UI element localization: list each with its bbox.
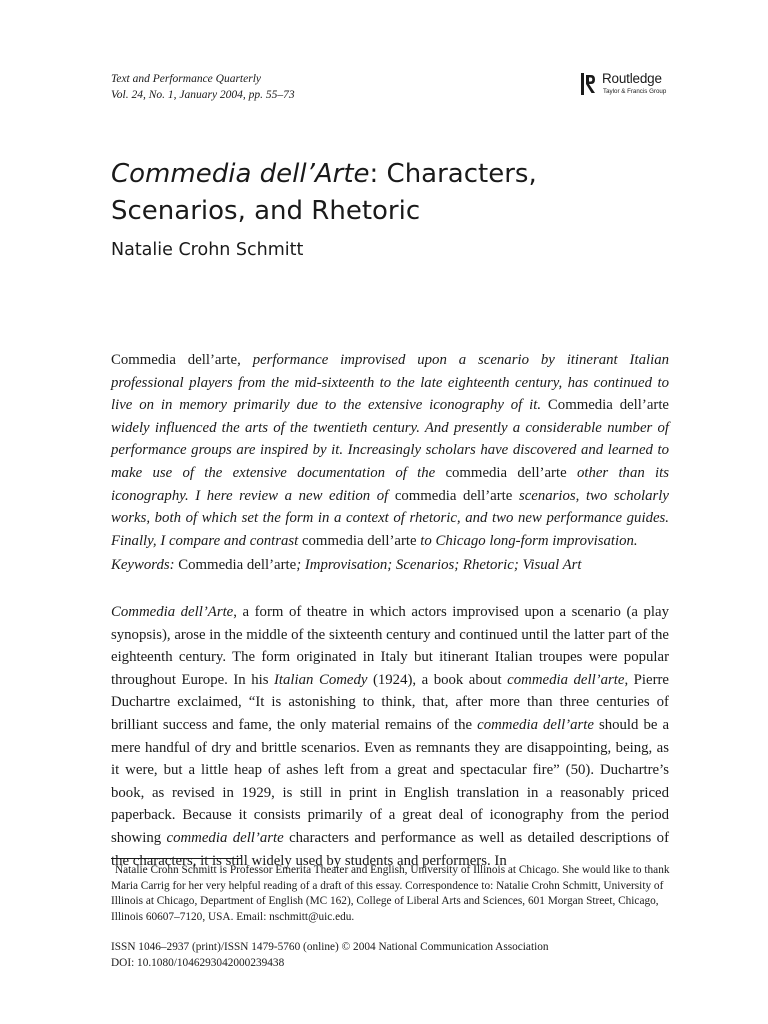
body-paragraph: [111, 601, 669, 872]
body-text-run: characters and performance as well as detailed descriptions of the characters, it is still widely used by students and performers. In: [111, 829, 669, 869]
keywords: [111, 554, 669, 576]
routledge-r-logo-icon: [581, 73, 596, 95]
abstract: [111, 349, 669, 552]
article-title-italic: Commedia dell’Arte: [111, 159, 370, 189]
body-text-run: Italian Comedy: [274, 671, 368, 688]
abstract-paragraph: [111, 349, 669, 552]
journal-citation: Vol. 24, No. 1, January 2004, pp. 55–73: [111, 89, 295, 101]
abstract-text-run: widely influenced the arts of the twentieth century. And presently a considerable number of performance groups are inspired by it. Increasingly scholars have discovered and learned to make use of the extensive documentation of the: [111, 419, 669, 481]
abstract-text-run: scenarios, two scholarly works, both of which set the form in a context of rhetoric, and two new performance guides. Finally, I compare and contrast: [111, 487, 669, 549]
abstract-text-run: Commedia dell’arte: [541, 397, 669, 414]
body-text-run: (1924), a book about: [367, 671, 508, 688]
abstract-text-run: Commedia dell’arte,: [111, 352, 253, 368]
abstract-text-run: commedia dell’arte: [388, 487, 519, 504]
publisher-logo: [581, 71, 681, 101]
body-text-run: Commedia dell’Arte: [111, 604, 234, 620]
body-text-run: should be a mere handful of dry and brittle scenarios. Even as remnants they are disappointing, being, as it were, but a little heap of ashes left from a great and spectacular fire” (50). Duchartre’s book, as revised in 1929, is still in print in English translation in a reasonably priced paperback. Because it consists primarily of a great deal of iconography from the period showing: [111, 716, 670, 846]
footnote-text: Natalie Crohn Schmitt is Professor Emerita Theater and English, University of Illinois at Chicago. She would like to thank Maria Carrig for her very helpful reading of a draft of this essay. Correspondence to: Natalie Crohn Schmitt, University of Illinois at Chicago, Department of English (MC 162), College of Liberal Arts and Sciences, 601 Morgan Street, Chicago, Illinois 60607–7120, USA. Email: nschmitt@uic.edu.: [111, 864, 670, 923]
publication-info: [111, 940, 549, 971]
footnote-rule: [111, 858, 241, 859]
publisher-subtitle: Taylor & Francis Group: [603, 88, 667, 95]
abstract-text-run: other than its iconography. I here review a new edition of: [111, 464, 670, 504]
abstract-text-run: commedia dell’arte: [298, 532, 421, 549]
body-text-run: , a form of theatre in which actors improvised upon a scenario (a play synopsis), arose in the middle of the sixteenth century and continued until the latter part of the eighteenth century. The form originated in Italy but itinerant Italian troupes were popular throughout Europe. In his: [111, 604, 669, 688]
keywords-text-run: ; Improvisation; Scenarios; Rhetoric; Visual Art: [296, 557, 582, 573]
body-text-run: , Pierre Duchartre exclaimed, “It is astonishing to think, that, after more than three centuries of brilliant success and fame, the only material remains of the: [111, 671, 669, 733]
abstract-text-run: performance improvised upon a scenario by itinerant Italian professional players from the mid-sixteenth to the late eighteenth century, has continued to live on in memory primarily due to the extensive iconography of it.: [111, 352, 669, 414]
article-title-rest: : Characters, Scenarios, and Rhetoric: [111, 159, 537, 226]
keywords-line: [111, 554, 669, 576]
doi-line: DOI: 10.1080/1046293042000239438: [111, 956, 285, 969]
body-text-run: commedia dell’arte: [507, 671, 625, 688]
body-text-run: commedia dell’arte: [166, 829, 284, 846]
body-text-run: commedia dell’arte: [477, 716, 594, 733]
keywords-text-run: Keywords:: [111, 557, 175, 573]
article-author: Natalie Crohn Schmitt: [111, 240, 304, 260]
abstract-text-run: commedia dell’arte: [435, 464, 577, 481]
abstract-text-run: to Chicago long-form improvisation.: [420, 532, 638, 549]
issn-line: ISSN 1046–2937 (print)/ISSN 1479-5760 (online) © 2004 National Communication Association: [111, 941, 549, 953]
keywords-text-run: Commedia dell’arte: [174, 557, 297, 573]
author-footnote: [111, 863, 671, 925]
publisher-name: Routledge: [602, 71, 662, 86]
journal-name: Text and Performance Quarterly: [111, 73, 262, 85]
body-text: [111, 601, 669, 872]
article-title: [111, 156, 671, 230]
journal-header: [111, 71, 295, 103]
